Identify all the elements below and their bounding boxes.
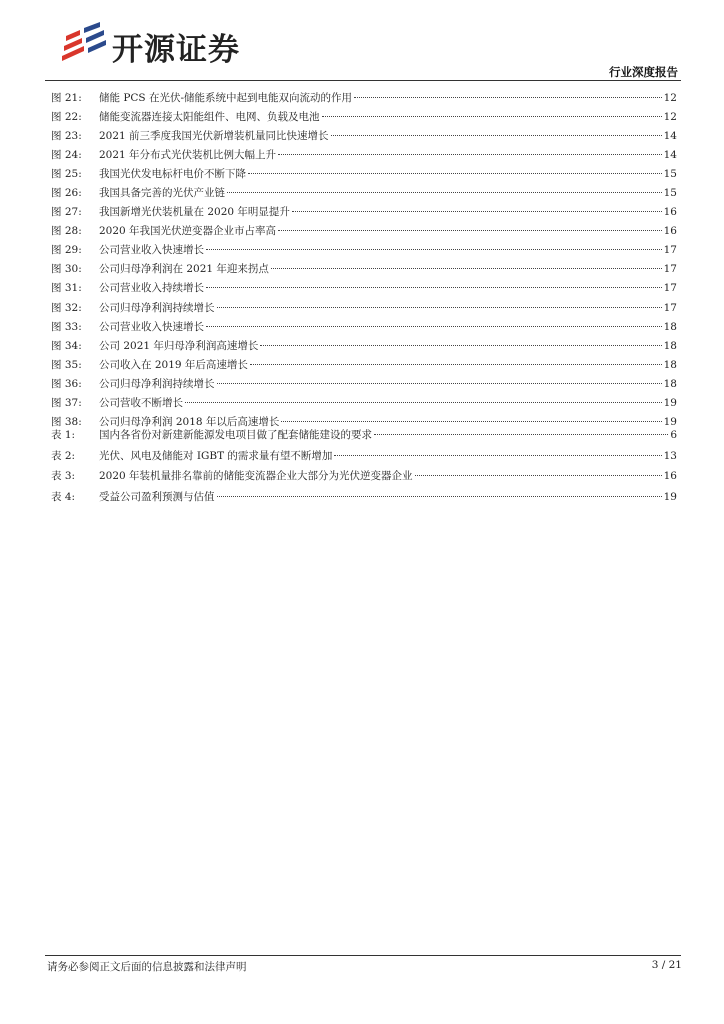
toc-leader-dots bbox=[217, 486, 662, 497]
toc-entry-title: 我国具备完善的光伏产业链 bbox=[99, 187, 225, 200]
toc-leader-dots bbox=[334, 445, 661, 456]
toc-entry-title: 2020 年我国光伏逆变器企业市占率高 bbox=[99, 225, 277, 238]
toc-entry-title: 储能变流器连接太阳能组件、电网、负载及电池 bbox=[99, 111, 320, 124]
toc-entry-page: 19 bbox=[663, 396, 677, 409]
table-toc-entry[interactable] bbox=[51, 487, 677, 508]
report-type-label: 行业深度报告 bbox=[609, 65, 678, 79]
toc-entry-page: 15 bbox=[663, 187, 677, 200]
toc-entry-title: 公司营业收入快速增长 bbox=[99, 320, 204, 333]
toc-entry-label: 图 26: bbox=[51, 187, 82, 200]
toc-entry-page: 12 bbox=[663, 92, 677, 104]
toc-entry-label: 表 1: bbox=[51, 429, 76, 441]
toc-leader-dots bbox=[292, 201, 662, 212]
page-number: 3 / 21 bbox=[651, 959, 682, 971]
toc-entry-title: 公司归母净利润持续增长 bbox=[99, 301, 215, 314]
toc-entry-title: 储能 PCS 在光伏-储能系统中起到电能双向流动的作用 bbox=[99, 92, 353, 104]
toc-entry-label: 图 30: bbox=[51, 263, 82, 276]
toc-entry-title: 公司营收不断增长 bbox=[99, 396, 183, 409]
toc-entry-label: 图 36: bbox=[51, 377, 82, 390]
toc-entry-title: 公司归母净利润持续增长 bbox=[99, 377, 215, 390]
toc-entry-page: 13 bbox=[663, 449, 677, 462]
table-toc-entry[interactable] bbox=[51, 466, 677, 487]
toc-entry-title: 公司 2021 年归母净利润高速增长 bbox=[99, 339, 259, 352]
toc-leader-dots bbox=[415, 465, 662, 476]
toc-entry-page: 14 bbox=[663, 149, 677, 162]
toc-entry-title: 我国光伏发电标杆电价不断下降 bbox=[99, 168, 246, 181]
toc-entry-page: 16 bbox=[663, 470, 677, 482]
toc-entry-page: 15 bbox=[663, 168, 677, 181]
toc-entry-title: 公司营业收入持续增长 bbox=[99, 282, 204, 295]
toc-entry-title: 公司收入在 2019 年后高速增长 bbox=[99, 358, 248, 371]
toc-leader-dots bbox=[248, 163, 662, 174]
toc-entry-label: 图 34: bbox=[51, 339, 82, 352]
toc-entry-title: 受益公司盈利预测与估值 bbox=[99, 490, 215, 503]
toc-entry-title: 2020 年装机量排名靠前的储能变流器企业大部分为光伏逆变器企业 bbox=[99, 470, 413, 482]
toc-leader-dots bbox=[354, 87, 662, 98]
toc-entry-page: 17 bbox=[663, 282, 677, 295]
toc-entry-page: 17 bbox=[663, 301, 677, 314]
table-toc-entry[interactable] bbox=[51, 425, 677, 446]
toc-entry-label: 图 21: bbox=[51, 92, 82, 104]
kaiyuan-logo-icon bbox=[60, 22, 110, 70]
toc-entry-page: 16 bbox=[663, 225, 677, 238]
footer-disclaimer: 请务必参阅正文后面的信息披露和法律声明 bbox=[47, 961, 247, 973]
toc-entry-page: 18 bbox=[663, 339, 677, 352]
toc-leader-dots bbox=[260, 335, 661, 346]
toc-leader-dots bbox=[250, 354, 662, 365]
toc-entry-page: 14 bbox=[663, 130, 677, 143]
toc-entry-label: 图 32: bbox=[51, 301, 82, 314]
toc-leader-dots bbox=[206, 239, 662, 250]
toc-entry-title: 2021 前三季度我国光伏新增装机量同比快速增长 bbox=[99, 130, 329, 143]
toc-entry-title: 公司归母净利润 2018 年以后高速增长 bbox=[99, 415, 280, 428]
toc-entry-label: 表 2: bbox=[51, 449, 76, 462]
toc-leader-dots bbox=[185, 392, 662, 403]
toc-entry-title: 国内各省份对新建新能源发电项目做了配套储能建设的要求 bbox=[99, 429, 372, 441]
toc-leader-dots bbox=[322, 106, 662, 117]
toc-entry-page: 18 bbox=[663, 377, 677, 390]
toc-entry-label: 表 3: bbox=[51, 470, 76, 482]
toc-entry-label: 图 33: bbox=[51, 320, 82, 333]
page-header bbox=[0, 0, 724, 84]
toc-entry-label: 图 25: bbox=[51, 168, 82, 181]
toc-entry-title: 我国新增光伏装机量在 2020 年明显提升 bbox=[99, 206, 290, 219]
toc-entry-label: 图 22: bbox=[51, 111, 82, 124]
toc-entry-label: 表 4: bbox=[51, 490, 76, 503]
toc-entry-label: 图 29: bbox=[51, 244, 82, 257]
toc-leader-dots bbox=[227, 182, 662, 193]
toc-entry-page: 16 bbox=[663, 206, 677, 219]
toc-entry-title: 公司归母净利润在 2021 年迎来拐点 bbox=[99, 263, 269, 276]
toc-leader-dots bbox=[206, 316, 662, 327]
brand-logo[interactable] bbox=[60, 24, 280, 68]
toc-leader-dots bbox=[278, 220, 662, 231]
toc-entry-label: 图 38: bbox=[51, 415, 82, 428]
toc-leader-dots bbox=[206, 277, 662, 288]
toc-entry-page: 18 bbox=[663, 358, 677, 371]
toc-leader-dots bbox=[217, 373, 662, 384]
toc-entry-page: 17 bbox=[663, 244, 677, 257]
toc-leader-dots bbox=[217, 297, 662, 308]
toc-leader-dots bbox=[281, 411, 661, 422]
toc-entry-page: 17 bbox=[663, 263, 677, 276]
toc-entry-title: 光伏、风电及储能对 IGBT 的需求量有望不断增加 bbox=[99, 449, 333, 462]
toc-entry-page: 19 bbox=[663, 490, 677, 503]
table-index bbox=[51, 425, 677, 507]
header-divider bbox=[45, 80, 681, 81]
toc-leader-dots bbox=[331, 125, 662, 136]
toc-entry-label: 图 37: bbox=[51, 396, 82, 409]
toc-entry-label: 图 24: bbox=[51, 149, 82, 162]
toc-entry-label: 图 31: bbox=[51, 282, 82, 295]
table-toc-entry[interactable] bbox=[51, 446, 677, 467]
toc-entry-page: 18 bbox=[663, 320, 677, 333]
brand-name: 开源证券 bbox=[112, 31, 240, 68]
toc-entry-label: 图 28: bbox=[51, 225, 82, 238]
figure-index bbox=[51, 89, 677, 432]
toc-entry-label: 图 35: bbox=[51, 358, 82, 371]
toc-entry-page: 6 bbox=[670, 429, 677, 441]
toc-entry-page: 19 bbox=[663, 415, 677, 428]
toc-entry-title: 2021 年分布式光伏装机比例大幅上升 bbox=[99, 149, 277, 162]
toc-leader-dots bbox=[278, 144, 662, 155]
toc-leader-dots bbox=[374, 424, 668, 435]
toc-entry-title: 公司营业收入快速增长 bbox=[99, 244, 204, 257]
toc-entry-label: 图 27: bbox=[51, 206, 82, 219]
toc-entry-label: 图 23: bbox=[51, 130, 82, 143]
toc-entry-page: 12 bbox=[663, 111, 677, 124]
footer-divider bbox=[45, 955, 681, 956]
toc-leader-dots bbox=[271, 258, 662, 269]
